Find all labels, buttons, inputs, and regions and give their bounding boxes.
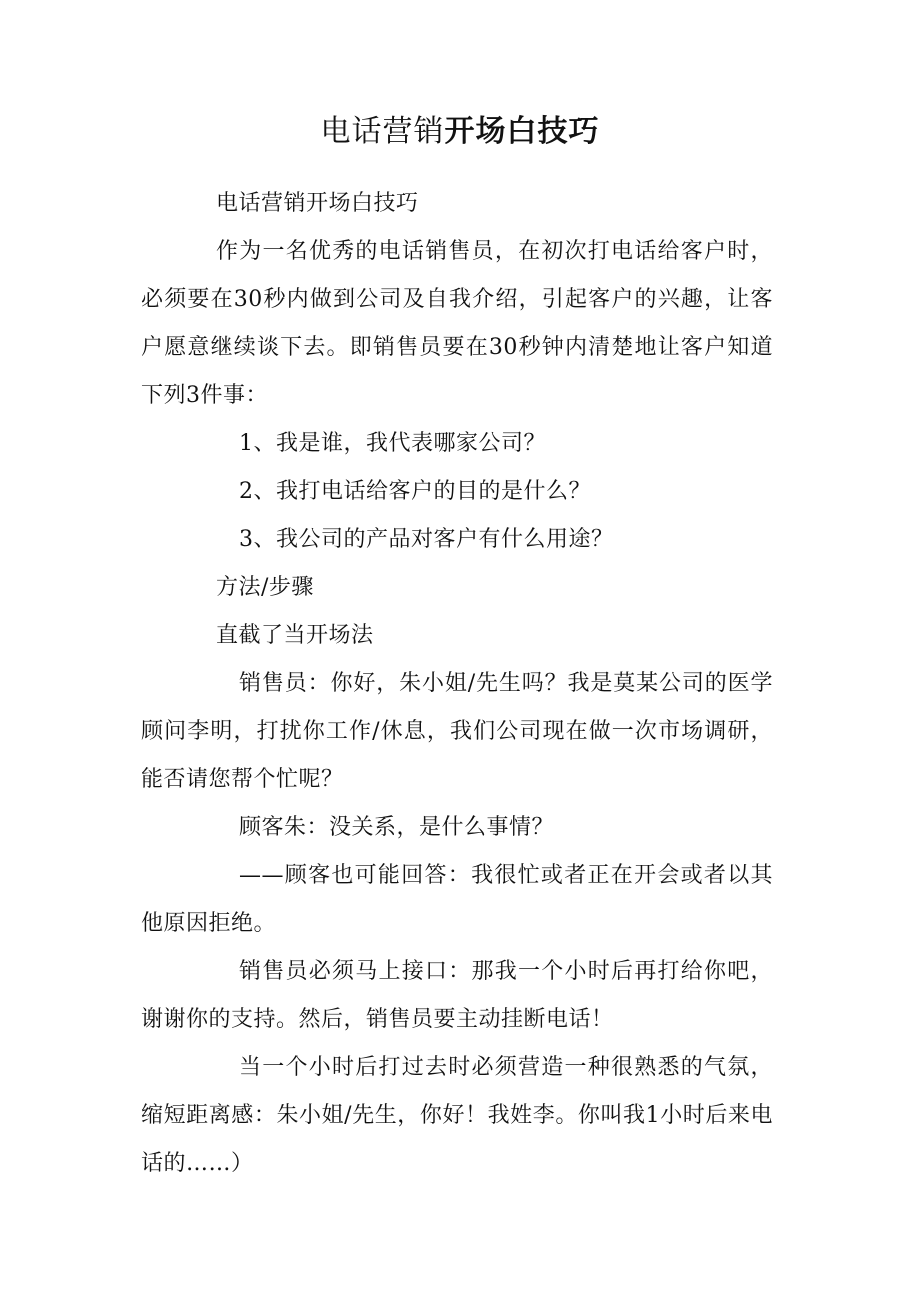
subtitle-paragraph: 电话营销开场白技巧	[216, 191, 419, 216]
list-item-3: 3、我公司的产品对客户有什么用途？	[239, 527, 614, 552]
list-item-2: 2、我打电话给客户的目的是什么？	[239, 479, 591, 504]
title-bold-part: 开场白技巧	[444, 114, 600, 149]
section-heading-direct: 直截了当开场法	[216, 623, 374, 648]
intro-paragraph: 作为一名优秀的电话销售员，在初次打电话给客户时，必须要在30秒内做到公司及自我介绍，引起客户的兴趣，让客户愿意继续谈下去。即销售员要在30秒钟内清楚地让客户知道下列3件事：	[141, 239, 773, 408]
section-heading-method: 方法/步骤	[216, 575, 314, 600]
document-body	[141, 180, 773, 1188]
document-title	[0, 112, 920, 152]
dialogue-paragraph-followup: 销售员必须马上接口：那我一个小时后再打给你吧，谢谢你的支持。然后，销售员要主动挂断电话！	[141, 959, 773, 1032]
title-regular-part: 电话营销	[320, 114, 445, 149]
dialogue-paragraph-customer: 顾客朱：没关系，是什么事情？	[239, 815, 555, 840]
dialogue-paragraph-alternative: ——顾客也可能回答：我很忙或者正在开会或者以其他原因拒绝。	[141, 863, 773, 936]
list-item-1: 1、我是谁，我代表哪家公司？	[239, 431, 546, 456]
dialogue-paragraph-sales: 销售员：你好，朱小姐/先生吗？我是莫某公司的医学顾问李明，打扰你工作/休息，我们公司现在做一次市场调研，能否请您帮个忙呢？	[141, 671, 773, 792]
dialogue-paragraph-callback: 当一个小时后打过去时必须营造一种很熟悉的气氛，缩短距离感：朱小姐/先生，你好！我姓李。你叫我1小时后来电话的……）	[141, 1055, 773, 1176]
